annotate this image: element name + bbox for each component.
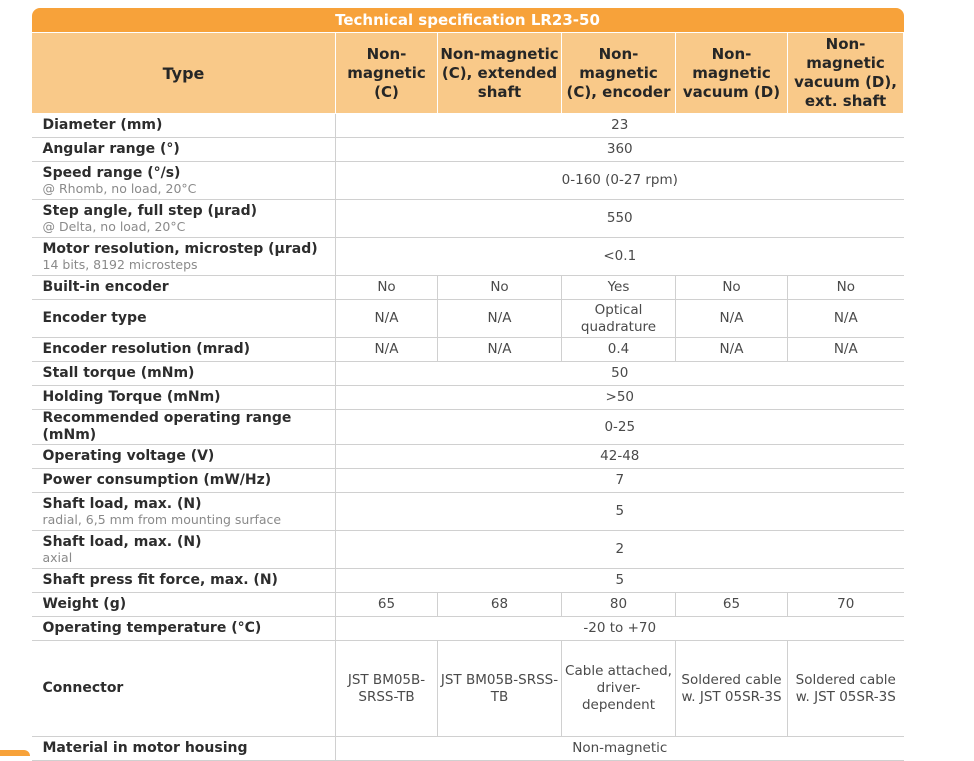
row-value: Non-magnetic <box>336 737 904 761</box>
spec-table <box>31 8 904 761</box>
row-note: @ Rhomb, no load, 20°C <box>42 181 197 196</box>
row-value: No <box>676 276 788 300</box>
table-row <box>32 410 904 445</box>
row-label: Built-in encoder <box>32 276 336 300</box>
row-label: Encoder resolution (mrad) <box>32 338 336 362</box>
table-row <box>32 200 904 238</box>
row-value: N/A <box>676 338 788 362</box>
type-header: Type <box>32 33 336 114</box>
table-row <box>32 276 904 300</box>
row-value: <0.1 <box>336 238 904 276</box>
table-row <box>32 162 904 200</box>
row-label: Shaft load, max. (N) radial, 6,5 mm from mounting surface <box>32 493 336 531</box>
spec-table-container <box>31 8 903 761</box>
row-value: 65 <box>676 593 788 617</box>
row-label: Holding Torque (mNm) <box>32 386 336 410</box>
row-value: N/A <box>676 300 788 338</box>
row-value: N/A <box>438 338 562 362</box>
row-value: Yes <box>562 276 676 300</box>
row-note: radial, 6,5 mm from mounting surface <box>42 512 282 527</box>
row-value: No <box>788 276 904 300</box>
title-row <box>32 8 904 33</box>
col-header-c-enc: Non-magnetic (C), encoder <box>562 33 676 114</box>
row-label: Shaft load, max. (N) axial <box>32 531 336 569</box>
row-value: Soldered cable w. JST 05SR-3S <box>788 641 904 737</box>
row-value: N/A <box>336 338 438 362</box>
row-label: Shaft press fit force, max. (N) <box>32 569 336 593</box>
row-value: 0-160 (0-27 rpm) <box>336 162 904 200</box>
row-value: >50 <box>336 386 904 410</box>
col-header-c: Non-magnetic (C) <box>336 33 438 114</box>
row-label: Material in motor housing <box>32 737 336 761</box>
table-row <box>32 531 904 569</box>
row-label: Motor resolution, microstep (µrad) 14 bits, 8192 microsteps <box>32 238 336 276</box>
row-note: 14 bits, 8192 microsteps <box>42 257 198 272</box>
col-header-d-ext: Non-magnetic vacuum (D), ext. shaft <box>788 33 904 114</box>
header-row <box>32 33 904 114</box>
table-title: Technical specification LR23-50 <box>32 8 904 33</box>
row-label: Angular range (°) <box>32 138 336 162</box>
page-footer-accent <box>0 748 974 756</box>
row-value: JST BM05B-SRSS-TB <box>438 641 562 737</box>
row-value: N/A <box>438 300 562 338</box>
row-value: N/A <box>788 338 904 362</box>
row-value: -20 to +70 <box>336 617 904 641</box>
table-row <box>32 617 904 641</box>
row-value: 50 <box>336 362 904 386</box>
row-value: 5 <box>336 569 904 593</box>
row-value: Soldered cable w. JST 05SR-3S <box>676 641 788 737</box>
row-label: Diameter (mm) <box>32 114 336 138</box>
row-note: @ Delta, no load, 20°C <box>42 219 186 234</box>
row-value: JST BM05B-SRSS-TB <box>336 641 438 737</box>
row-value: No <box>438 276 562 300</box>
row-label: Connector <box>32 641 336 737</box>
col-header-c-ext: Non-magnetic (C), extended shaft <box>438 33 562 114</box>
row-label: Step angle, full step (µrad) @ Delta, no load, 20°C <box>32 200 336 238</box>
row-label: Stall torque (mNm) <box>32 362 336 386</box>
row-label: Speed range (°/s) @ Rhomb, no load, 20°C <box>32 162 336 200</box>
table-row <box>32 300 904 338</box>
table-row <box>32 493 904 531</box>
row-value: 42-48 <box>336 445 904 469</box>
row-value: N/A <box>336 300 438 338</box>
row-value: 70 <box>788 593 904 617</box>
orange-corner-accent <box>0 750 30 756</box>
row-label: Power consumption (mW/Hz) <box>32 469 336 493</box>
row-value: 65 <box>336 593 438 617</box>
row-value: Optical quadrature <box>562 300 676 338</box>
table-row <box>32 569 904 593</box>
row-value: 0.4 <box>562 338 676 362</box>
row-label: Encoder type <box>32 300 336 338</box>
row-value: 0-25 <box>336 410 904 445</box>
table-row <box>32 362 904 386</box>
row-label: Weight (g) <box>32 593 336 617</box>
table-row <box>32 469 904 493</box>
table-row <box>32 114 904 138</box>
col-header-d: Non-magnetic vacuum (D) <box>676 33 788 114</box>
row-label: Recommended operating range (mNm) <box>32 410 336 445</box>
row-value: 2 <box>336 531 904 569</box>
row-value: 68 <box>438 593 562 617</box>
row-label: Operating temperature (°C) <box>32 617 336 641</box>
row-value: 550 <box>336 200 904 238</box>
row-value: Cable attached, driver-dependent <box>562 641 676 737</box>
table-row <box>32 338 904 362</box>
table-row <box>32 593 904 617</box>
row-value: 360 <box>336 138 904 162</box>
row-value: 7 <box>336 469 904 493</box>
row-value: N/A <box>788 300 904 338</box>
row-value: 23 <box>336 114 904 138</box>
table-row <box>32 238 904 276</box>
row-value: 5 <box>336 493 904 531</box>
table-row <box>32 641 904 737</box>
row-value: 80 <box>562 593 676 617</box>
row-label: Operating voltage (V) <box>32 445 336 469</box>
table-row <box>32 386 904 410</box>
row-value: No <box>336 276 438 300</box>
table-row <box>32 445 904 469</box>
row-note: axial <box>42 550 73 565</box>
table-row <box>32 138 904 162</box>
